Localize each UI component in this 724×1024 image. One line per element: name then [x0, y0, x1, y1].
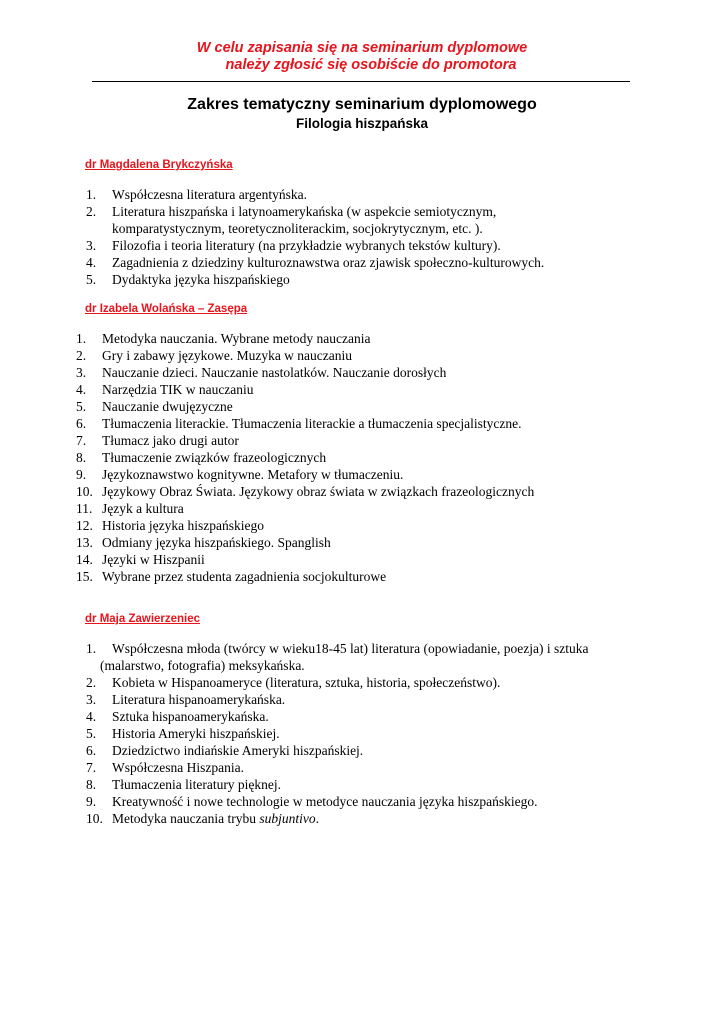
list-item: 7. Współczesna Hiszpania. [86, 760, 244, 775]
list-item: 8. Tłumaczenie związków frazeologicznych [76, 450, 327, 465]
list-item: 12. Historia języka hiszpańskiego [76, 518, 264, 533]
list-item: 8. Tłumaczenia literatury pięknej. [86, 777, 282, 792]
list-item: 3. Filozofia i teoria literatury (na przykładzie wybranych tekstów kultury). [86, 238, 501, 253]
topic-list-brykczynska [86, 186, 626, 288]
list-item: 7. Tłumacz jako drugi autor [76, 433, 239, 448]
header-divider [92, 81, 630, 82]
italic-term: subjuntivo [259, 811, 316, 826]
list-item: 4. Narzędzia TIK w nauczaniu [76, 382, 254, 397]
page-title: Zakres tematyczny seminarium dyplomowego [187, 96, 537, 113]
list-item: 2. Gry i zabawy językowe. Muzyka w nauczaniu [76, 348, 353, 363]
list-item: 5. Nauczanie dwujęzyczne [76, 399, 233, 414]
enrollment-notice [0, 40, 724, 74]
list-item: 1. Współczesna młoda (twórcy w wieku18-45 lat) literatura (opowiadanie, poezja) i sztuka (malarstwo, fotografia) meksykańska. [86, 641, 589, 673]
list-item: 3. Literatura hispanoamerykańska. [86, 692, 286, 707]
topic-list-wolanska-zasepa [76, 330, 636, 585]
list-item: 2. Literatura hiszpańska i latynoamerykańska (w aspekcie semiotycznym, komparatystycznym, teoretycznoliterackim, socjokrytycznym, etc. ). [86, 204, 497, 236]
list-item: 5. Historia Ameryki hiszpańskiej. [86, 726, 280, 741]
list-item: 10. Metodyka nauczania trybu subjuntivo. [86, 811, 319, 826]
topic-list-zawierzeniec [86, 640, 646, 827]
list-item: 5. Dydaktyka języka hiszpańskiego [86, 272, 290, 287]
list-item: 11. Język a kultura [76, 501, 184, 516]
list-item: 9. Językoznawstwo kognitywne. Metafory w tłumaczeniu. [76, 467, 404, 482]
list-item: 3. Nauczanie dzieci. Nauczanie nastolatków. Nauczanie dorosłych [76, 365, 447, 380]
list-item: 6. Dziedzictwo indiańskie Ameryki hiszpańskiej. [86, 743, 364, 758]
list-item: 4. Sztuka hispanoamerykańska. [86, 709, 269, 724]
supervisor-heading-brykczynska: dr Magdalena Brykczyńska [85, 159, 233, 171]
list-item: 6. Tłumaczenia literackie. Tłumaczenia literackie a tłumaczenia specjalistyczne. [76, 416, 522, 431]
list-item: 14. Języki w Hiszpanii [76, 552, 205, 567]
list-item: 10. Językowy Obraz Świata. Językowy obraz świata w związkach frazeologicznych [76, 484, 535, 499]
list-item: 1. Współczesna literatura argentyńska. [86, 187, 308, 202]
list-item: 15. Wybrane przez studenta zagadnienia socjokulturowe [76, 569, 387, 584]
list-item: 4. Zagadnienia z dziedziny kulturoznawstwa oraz zjawisk społeczno-kulturowych. [86, 255, 545, 270]
supervisor-heading-wolanska-zasepa: dr Izabela Wolańska – Zasępa [85, 303, 248, 315]
list-item: 9. Kreatywność i nowe technologie w metodyce nauczania języka hiszpańskiego. [86, 794, 538, 809]
list-item: 13. Odmiany języka hiszpańskiego. Spanglish [76, 535, 331, 550]
supervisor-heading-zawierzeniec: dr Maja Zawierzeniec [85, 613, 201, 625]
page-subtitle: Filologia hiszpańska [295, 116, 429, 131]
list-item: 2. Kobieta w Hispanoameryce (literatura, sztuka, historia, społeczeństwo). [86, 675, 501, 690]
notice-line-1: W celu zapisania się na seminarium dyplomowe [196, 40, 528, 56]
notice-line-2: należy zgłosić się osobiście do promotora [225, 57, 517, 73]
list-item: 1. Metodyka nauczania. Wybrane metody nauczania [76, 331, 371, 346]
